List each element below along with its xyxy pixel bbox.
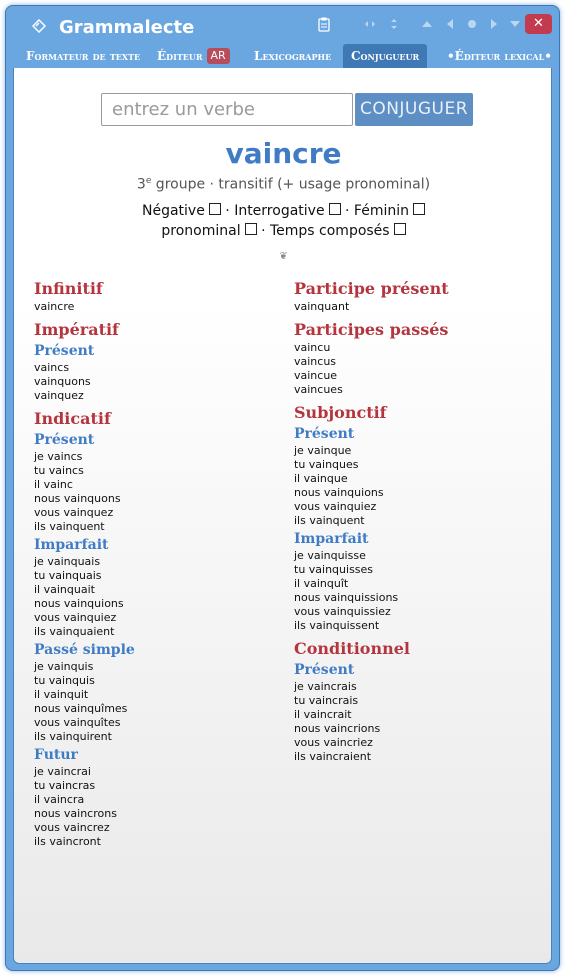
conjugation-right-column <box>294 279 544 764</box>
verb-form: nous vainquîmes <box>34 702 128 715</box>
group-suffix: e <box>145 176 152 186</box>
verb-form: nous vainquons <box>34 492 121 505</box>
verb-search-input[interactable] <box>101 93 353 126</box>
verb-form: vainquez <box>34 389 84 402</box>
tab-bar <box>6 44 559 68</box>
tense-heading: Imparfait <box>34 537 109 553</box>
option-feminine[interactable] <box>354 203 425 219</box>
checkbox-pronominal[interactable] <box>245 223 257 235</box>
verb-form: vaincre <box>34 300 75 313</box>
tense-heading: Passé simple <box>34 642 135 658</box>
verb-form: il vainque <box>294 472 348 485</box>
verb-form: il vaincra <box>34 793 85 806</box>
verb-form: tu vaincras <box>34 779 96 792</box>
verb-title: vaincre <box>225 137 342 170</box>
checkbox-compound[interactable] <box>394 223 406 235</box>
tense-heading: Présent <box>294 426 355 442</box>
arrow-down-icon[interactable] <box>509 18 521 33</box>
verb-form: vous vainquiez <box>34 611 117 624</box>
tab-editeur-lexical[interactable] <box>447 44 552 68</box>
verb-form: vous vainquîtes <box>34 716 121 729</box>
verb-form: il vainquit <box>34 688 89 701</box>
verb-form: nous vaincrons <box>34 807 117 820</box>
verb-form: il vaincrait <box>294 708 352 721</box>
verb-form: vainquons <box>34 375 91 388</box>
option-label: Féminin <box>353 203 409 219</box>
tab-label: •Éditeur lexical• <box>447 49 552 63</box>
dot-icon[interactable] <box>466 18 478 33</box>
mood-heading: Impératif <box>34 320 119 339</box>
verb-form: nous vainquions <box>294 486 384 499</box>
verb-form: vaincues <box>294 383 343 396</box>
separator: · <box>340 203 354 219</box>
option-interrogative[interactable] <box>234 203 340 219</box>
resize-v-icon[interactable] <box>388 18 400 33</box>
tense-heading: Imparfait <box>294 531 369 547</box>
checkbox-feminine[interactable] <box>413 203 425 215</box>
verb-form: je vainquisse <box>294 549 366 562</box>
close-icon: ✕ <box>533 16 544 31</box>
tab-editeur[interactable] <box>157 44 230 68</box>
verb-form: vous vaincriez <box>294 736 373 749</box>
verb-form: vous vaincrez <box>34 821 110 834</box>
verb-form: tu vainquisses <box>294 563 374 576</box>
arrow-right-icon[interactable] <box>488 18 500 33</box>
verb-form: ils vainquent <box>294 514 365 527</box>
verb-form: vaincue <box>294 369 338 382</box>
verb-form: ils vainquirent <box>34 730 112 743</box>
checkbox-interrogative[interactable] <box>329 203 341 215</box>
mood-heading: Subjonctif <box>294 403 387 422</box>
option-pronominal[interactable] <box>161 223 256 239</box>
verb-form: ils vainquaient <box>34 625 115 638</box>
verb-form: nous vaincrions <box>294 722 381 735</box>
tab-badge: AR <box>207 48 230 64</box>
verb-form: tu vainquais <box>34 569 102 582</box>
tab-label: Conjugueur <box>351 49 420 63</box>
tab-label: Formateur de texte <box>26 49 141 63</box>
close-button[interactable] <box>525 14 552 34</box>
verb-form: ils vainquissent <box>294 619 380 632</box>
verb-form: vaincu <box>294 341 331 354</box>
verb-form: je vainquis <box>34 660 94 673</box>
conjugueur-panel <box>13 68 552 964</box>
verb-form: il vainquît <box>294 577 349 590</box>
separator: · <box>256 223 270 239</box>
tab-lexicographe[interactable] <box>254 44 331 68</box>
verb-form: il vainquait <box>34 583 95 596</box>
verb-form: vous vainquez <box>34 506 114 519</box>
verb-form: tu vaincs <box>34 464 84 477</box>
verb-description: groupe · transitif (+ usage pronominal) <box>151 176 431 193</box>
conjuguer-button[interactable]: CONJUGUER <box>355 93 473 126</box>
option-compound[interactable] <box>270 223 406 239</box>
arrow-up-icon[interactable] <box>421 18 433 33</box>
verb-form: ils vaincront <box>34 835 101 848</box>
option-label: Interrogative <box>234 203 325 219</box>
tense-heading: Futur <box>34 747 78 763</box>
verb-form: je vaincrai <box>34 765 91 778</box>
verb-form: nous vainquions <box>34 597 124 610</box>
arrow-left-icon[interactable] <box>444 18 456 33</box>
verb-info <box>14 172 553 194</box>
option-label: pronominal <box>161 223 241 239</box>
conjugation-left-column <box>34 279 284 849</box>
verb-form: tu vainquis <box>34 674 95 687</box>
option-negative[interactable] <box>142 203 221 219</box>
verb-form: je vaincs <box>34 450 83 463</box>
mood-heading: Participe présent <box>294 279 449 298</box>
app-logo-icon <box>32 19 46 33</box>
separator: · <box>220 203 235 219</box>
verb-form: vainquant <box>294 300 350 313</box>
mood-heading: Conditionnel <box>294 639 410 658</box>
verb-form: tu vainques <box>294 458 359 471</box>
tense-heading: Présent <box>294 662 355 678</box>
verb-form: ils vaincraient <box>294 750 372 763</box>
title-bar[interactable] <box>6 6 559 44</box>
group-number: 3 <box>136 176 146 193</box>
verb-form: tu vaincrais <box>294 694 359 707</box>
tab-label: Lexicographe <box>254 49 332 63</box>
verb-form: vaincus <box>294 355 337 368</box>
mood-heading: Infinitif <box>34 279 103 298</box>
verb-form: vous vainquiez <box>294 500 377 513</box>
tense-heading: Présent <box>34 432 95 448</box>
verb-form: vous vainquissiez <box>294 605 391 618</box>
grammalecte-window <box>5 5 560 971</box>
fleuron-ornament: ❦ <box>279 251 288 262</box>
verb-form: nous vainquissions <box>294 591 399 604</box>
verb-form: vaincs <box>34 361 70 374</box>
tab-conjugueur[interactable] <box>343 44 427 68</box>
option-label: Négative <box>141 203 205 219</box>
app-title: Grammalecte <box>59 17 195 38</box>
verb-form: je vaincrais <box>294 680 357 693</box>
verb-form: ils vainquent <box>34 520 105 533</box>
mood-heading: Participes passés <box>294 320 449 339</box>
resize-h-icon[interactable] <box>364 18 376 33</box>
tense-heading: Présent <box>34 343 95 359</box>
option-label: Temps composés <box>269 223 390 239</box>
tab-formateur[interactable] <box>26 44 140 68</box>
clipboard-icon[interactable] <box>318 17 330 32</box>
checkbox-negative[interactable] <box>209 203 221 215</box>
mood-heading: Indicatif <box>34 409 111 428</box>
verb-form: je vainquais <box>34 555 101 568</box>
options-row <box>14 201 553 241</box>
tab-label: Éditeur <box>157 49 203 63</box>
verb-form: il vainc <box>34 478 73 491</box>
verb-form: je vainque <box>294 444 352 457</box>
